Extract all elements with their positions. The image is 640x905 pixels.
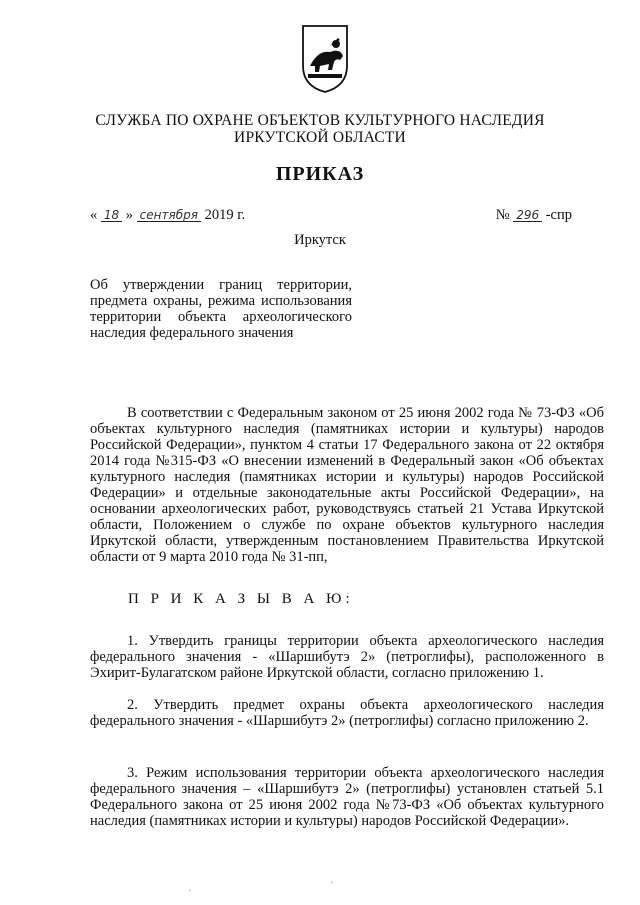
number-value: 296 — [513, 209, 542, 222]
document-date — [90, 207, 245, 224]
date-close-quote: » — [125, 207, 134, 223]
coat-of-arms-icon — [300, 22, 350, 94]
date-year: 2019 г. — [204, 207, 246, 223]
number-suffix: -спр — [545, 207, 572, 223]
organization-name — [60, 112, 580, 146]
date-day: 18 — [101, 209, 122, 222]
date-open-quote: « — [90, 207, 98, 223]
document-title: ПРИКАЗ — [275, 163, 365, 185]
date-month: сентября — [137, 209, 201, 222]
number-prefix: № — [495, 207, 510, 223]
order-item-1: 1. Утвердить границы территории объекта археологического наследия федерального значения - «Шаршибутэ 2» (петроглифы), расположенного в Эхирит-Булагатском районе Иркутской области, согласно приложению 1. — [90, 633, 604, 681]
order-item-2: 2. Утвердить предмет охраны объекта археологического наследия федерального значения - «Шаршибутэ 2» (петроглифы) согласно приложению 2. — [90, 697, 604, 729]
document-number — [496, 207, 572, 224]
scan-mark: · — [330, 878, 334, 889]
org-line-2: ИРКУТСКОЙ ОБЛАСТИ — [234, 129, 406, 146]
document-subject: Об утверждении границ территории, предмета охраны, режима использования территории объекта археологического наследия федерального значения — [90, 277, 352, 341]
order-item-3: 3. Режим использования территории объекта археологического наследия федерального значения – «Шаршибутэ 2» (петроглифы) установлен статьей 5.1 Федерального закона от 25 июня 2002 года №73-ФЗ «Об объектах культурного наследия (памятниках истории и культуры) народов Российской Федерации». — [90, 765, 604, 829]
order-heading: П Р И К А З Ы В А Ю: — [128, 591, 354, 607]
preamble-paragraph: В соответствии с Федеральным законом от 25 июня 2002 года № 73-ФЗ «Об объектах культурного наследия (памятниках истории и культуры) народов Российской Федерации», пунктом 4 статьи 17 Федерального закона от 22 октября 2014 года №315-ФЗ «О внесении изменений в Федеральный закон «Об объектах культурного наследия (памятниках истории и культуры) народов Российской Федерации» и отдельные законодательные акты Российской Федерации», на основании археологических работ, руководствуясь статьей 21 Устава Иркутской области, Положением о службе по охране объектов культурного наследия Иркутской области, утвержденным постановлением Правительства Иркутской области от 9 марта 2010 года № 31-пп, — [90, 405, 604, 565]
document-city: Иркутск — [294, 232, 346, 248]
org-line-1: СЛУЖБА ПО ОХРАНЕ ОБЪЕКТОВ КУЛЬТУРНОГО НАСЛЕДИЯ — [95, 112, 545, 129]
scan-mark: · — [188, 886, 192, 897]
